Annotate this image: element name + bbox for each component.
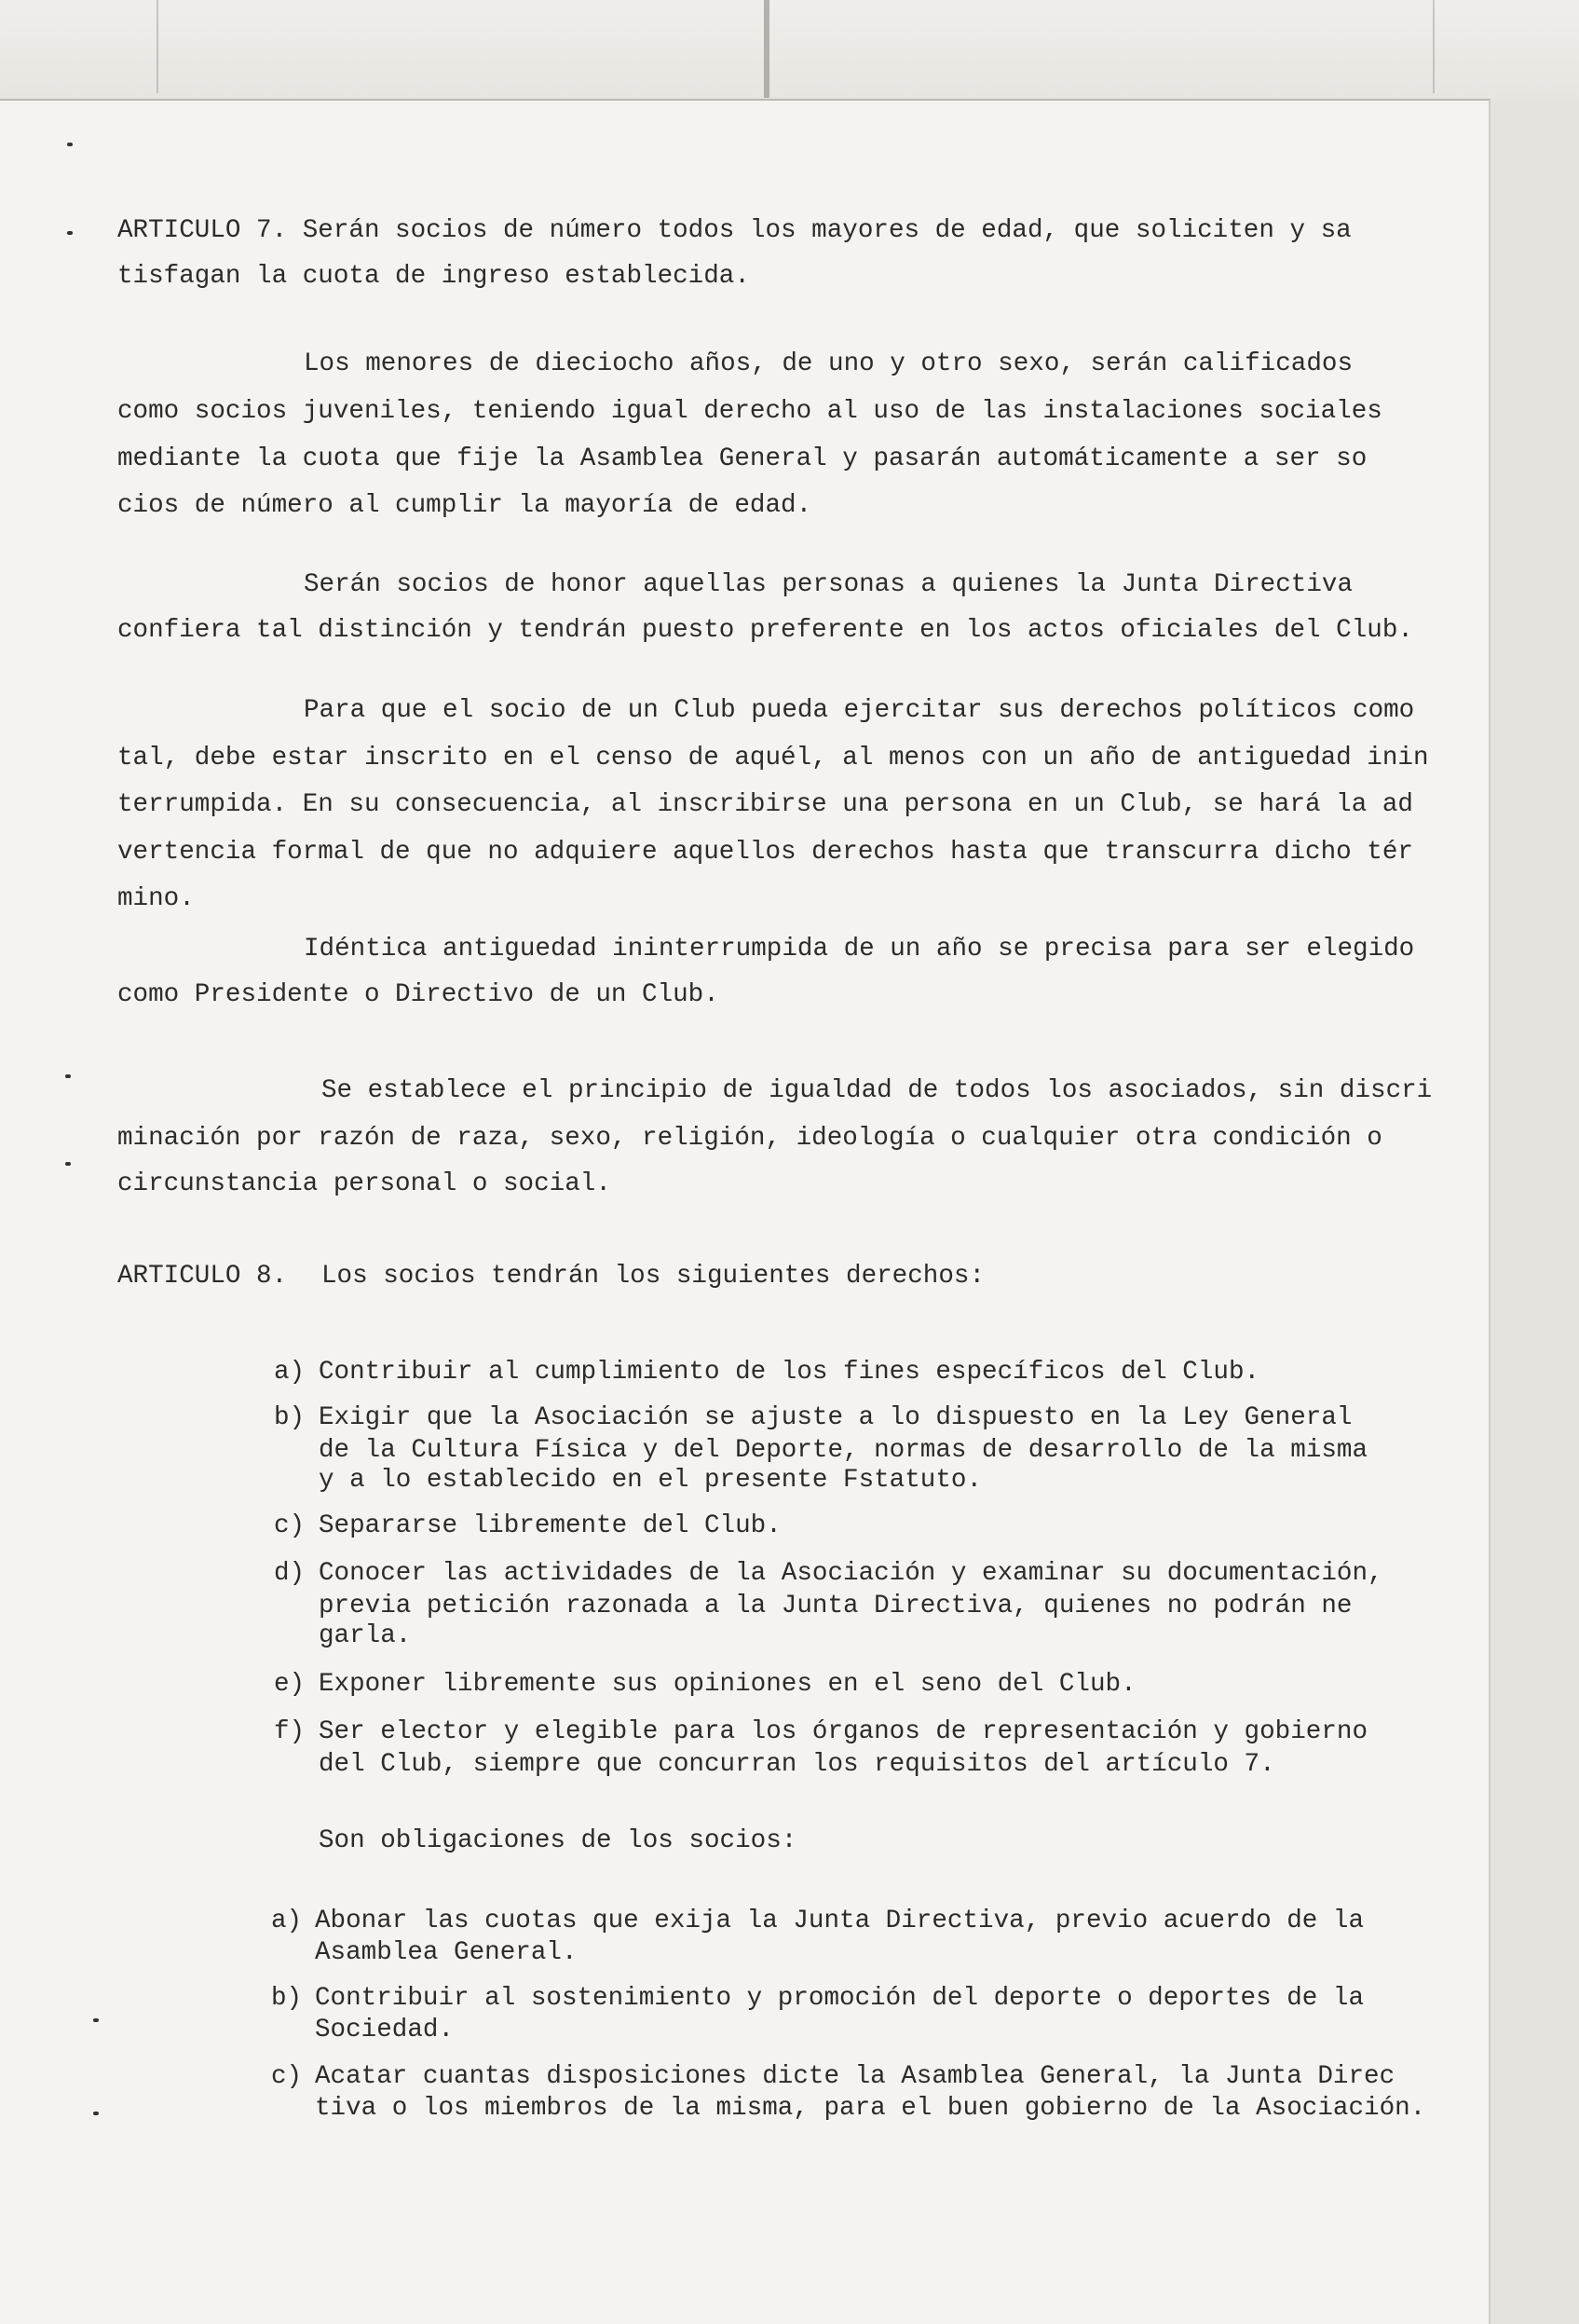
scan-artifact	[764, 0, 769, 98]
obligation-letter: b)	[271, 1984, 303, 2013]
obligation-text: Abonar las cuotas que exija la Junta Directiva, previo acuerdo de la	[315, 1907, 1365, 1935]
right-text: previa petición razonada a la Junta Directiva, quienes no podrán ne	[319, 1592, 1353, 1620]
obligation-letter: a)	[271, 1907, 303, 1935]
right-text: garla.	[319, 1621, 412, 1650]
speck	[93, 2112, 99, 2115]
article-7-line: Los menores de dieciocho años, de uno y otro sexo, serán calificados	[304, 349, 1354, 378]
right-letter: d)	[274, 1559, 306, 1588]
obligation-letter: c)	[271, 2062, 303, 2091]
right-text: Separarse libremente del Club.	[319, 1511, 782, 1540]
right-letter: a)	[274, 1358, 306, 1387]
article-7-line: confiera tal distinción y tendrán puesto preferente en los actos oficiales del Club.	[117, 616, 1413, 645]
article-8-intro: Los socios tendrán los siguientes derechos:	[321, 1262, 986, 1291]
speck	[67, 231, 73, 235]
speck	[65, 1162, 71, 1166]
obligation-text: Asamblea General.	[315, 1938, 578, 1967]
obligations-intro: Son obligaciones de los socios:	[319, 1826, 797, 1855]
right-letter: b)	[274, 1403, 306, 1432]
right-text: Ser elector y elegible para los órganos de representación y gobierno	[319, 1717, 1368, 1746]
scan-artifact	[1433, 0, 1435, 93]
article-7-line: minación por razón de raza, sexo, religión, ideología o cualquier otra condición o	[117, 1124, 1382, 1153]
article-7-line: Serán socios de honor aquellas personas a quienes la Junta Directiva	[304, 570, 1354, 599]
right-text: y a lo establecido en el presente Fstatuto.	[319, 1466, 983, 1495]
article-7-line: Idéntica antiguedad ininterrumpida de un año se precisa para ser elegido	[304, 935, 1415, 964]
article-7-line: tal, debe estar inscrito en el censo de aquél, al menos con un año de antiguedad inin	[117, 744, 1429, 772]
speck	[93, 2018, 99, 2022]
scan-top-strip	[0, 0, 1579, 101]
right-text: de la Cultura Física y del Deporte, normas de desarrollo de la misma	[319, 1436, 1368, 1465]
article-7-line: Se establece el principio de igualdad de todos los asociados, sin discri	[321, 1076, 1433, 1105]
article-8-heading: ARTICULO 8.	[117, 1262, 288, 1291]
speck	[65, 1074, 71, 1078]
article-7-line: mediante la cuota que fije la Asamblea General y pasarán automáticamente a ser so	[117, 444, 1368, 473]
right-text: Exigir que la Asociación se ajuste a lo dispuesto en la Ley General	[319, 1403, 1353, 1432]
right-letter: e)	[274, 1670, 306, 1699]
obligation-text: tiva o los miembros de la misma, para el buen gobierno de la Asociación.	[315, 2094, 1426, 2123]
obligation-text: Contribuir al sostenimiento y promoción del deporte o deportes de la	[315, 1984, 1365, 2013]
article-7-line: ARTICULO 7. Serán socios de número todos los mayores de edad, que soliciten y sa	[117, 216, 1352, 245]
article-7-line: Para que el socio de un Club pueda ejercitar sus derechos políticos como	[304, 696, 1415, 725]
article-7-line: terrumpida. En su consecuencia, al inscribirse una persona en un Club, se hará la ad	[117, 790, 1413, 819]
right-text: del Club, siempre que concurran los requisitos del artículo 7.	[319, 1750, 1275, 1779]
scan-artifact	[157, 0, 158, 93]
article-7-line: mino.	[117, 884, 195, 913]
right-letter: f)	[274, 1717, 306, 1746]
article-7-line: cios de número al cumplir la mayoría de edad.	[117, 491, 812, 520]
obligation-text: Acatar cuantas disposiciones dicte la Asamblea General, la Junta Direc	[315, 2062, 1395, 2091]
article-7-line: como Presidente o Directivo de un Club.	[117, 980, 719, 1009]
right-letter: c)	[274, 1511, 306, 1540]
article-7-line: vertencia formal de que no adquiere aquellos derechos hasta que transcurra dicho tér	[117, 838, 1413, 867]
article-7-line: circunstancia personal o social.	[117, 1169, 611, 1198]
right-text: Conocer las actividades de la Asociación y examinar su documentación,	[319, 1559, 1383, 1588]
speck	[67, 143, 73, 146]
obligation-text: Sociedad.	[315, 2016, 455, 2044]
article-7-line: como socios juveniles, teniendo igual derecho al uso de las instalaciones sociales	[117, 397, 1382, 426]
right-text: Contribuir al cumplimiento de los fines específicos del Club.	[319, 1358, 1260, 1387]
right-text: Exponer libremente sus opiniones en el seno del Club.	[319, 1670, 1137, 1699]
article-7-line: tisfagan la cuota de ingreso establecida.	[117, 262, 750, 291]
